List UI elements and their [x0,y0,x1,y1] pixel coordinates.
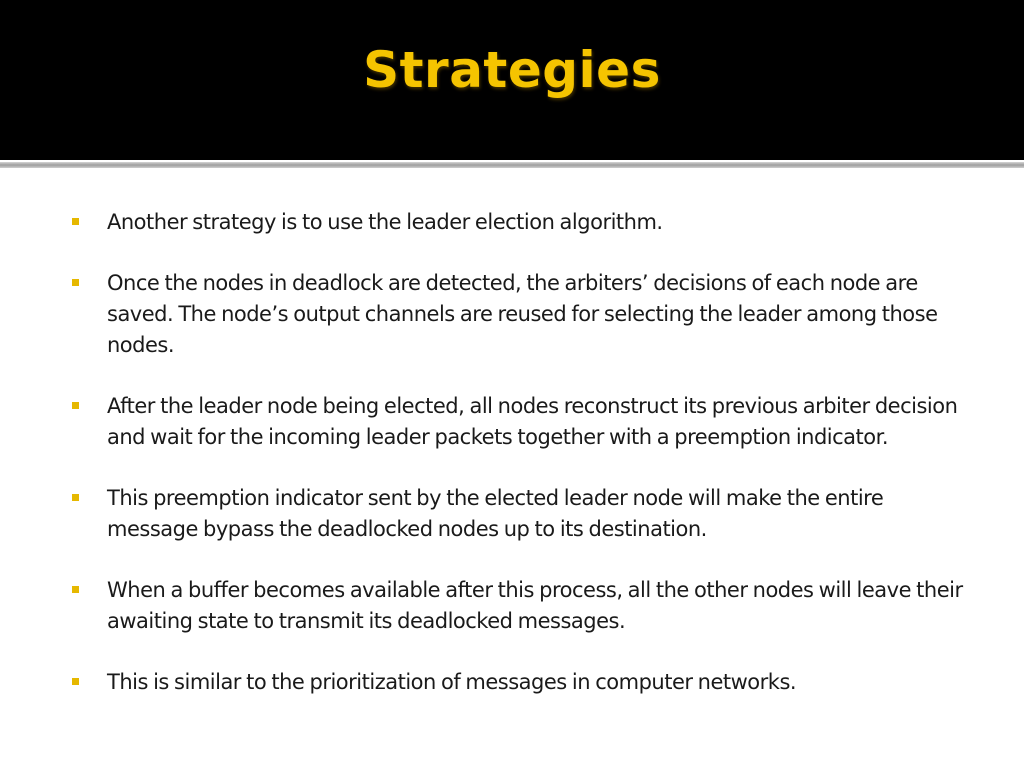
square-bullet-icon [72,678,79,685]
bullet-text: Once the nodes in deadlock are detected, the arbiters’ decisions of each node are saved. The node’s output channels are reused for selecting the leader among those nodes. [107,271,938,357]
bullet-text: When a buffer becomes available after this process, all the other nodes will leave their awaiting state to transmit its deadlocked messages. [107,578,963,633]
bullet-item [0,391,1024,453]
square-bullet-icon [72,402,79,409]
bullet-text: After the leader node being elected, all nodes reconstruct its previous arbiter decision and wait for the incoming leader packets together with a preemption indicator. [107,394,958,449]
bullet-item [0,268,1024,361]
square-bullet-icon [72,494,79,501]
bullet-text: This is similar to the prioritization of messages in computer networks. [107,670,797,694]
bullet-item [0,667,1024,698]
bullet-text: Another strategy is to use the leader election algorithm. [107,210,663,234]
bullet-item [0,207,1024,238]
bullet-text: This preemption indicator sent by the elected leader node will make the entire message bypass the deadlocked nodes up to its destination. [107,486,884,541]
title-divider [0,162,1024,168]
square-bullet-icon [72,279,79,286]
square-bullet-icon [72,586,79,593]
square-bullet-icon [72,218,79,225]
bullet-item [0,483,1024,545]
title-bar [0,0,1024,160]
bullet-item [0,575,1024,637]
bullet-list [0,207,1024,728]
slide-title: Strategies [363,41,661,99]
